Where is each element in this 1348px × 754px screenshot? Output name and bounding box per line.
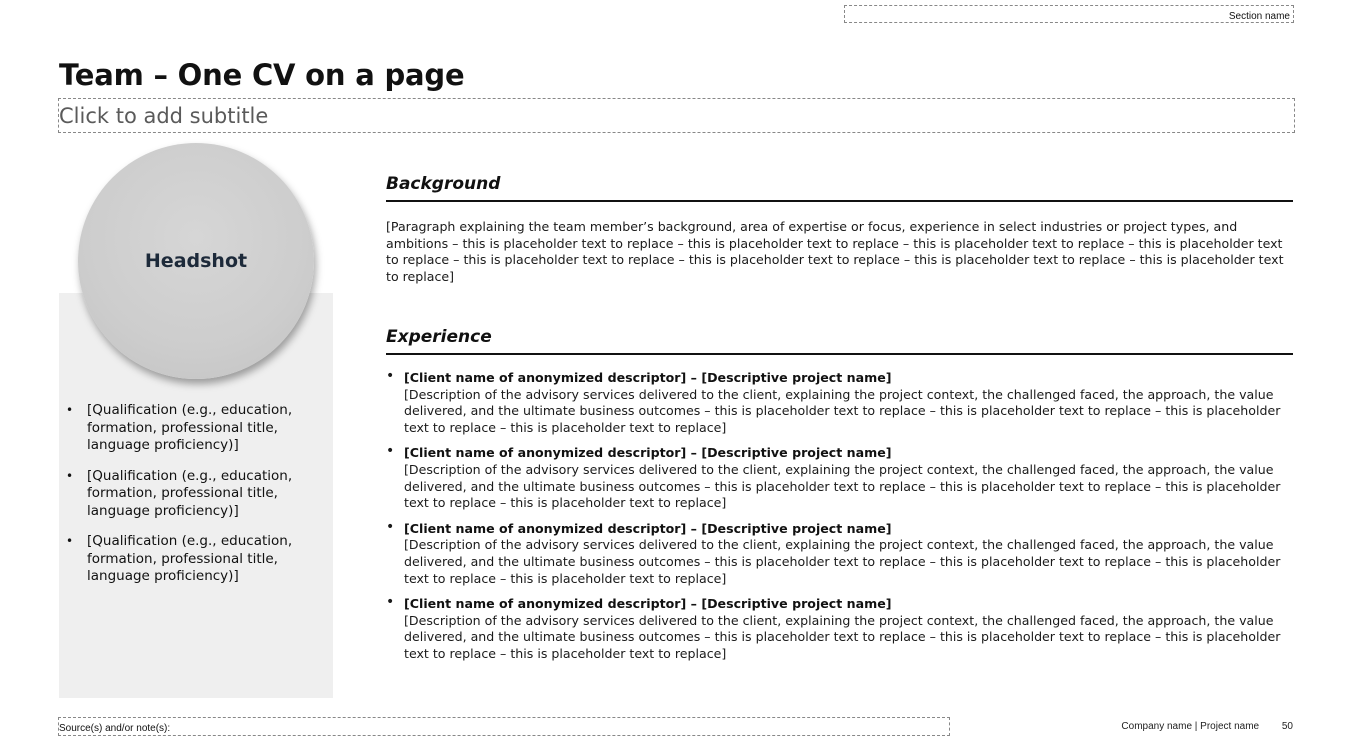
headshot-placeholder[interactable] xyxy=(78,143,314,379)
footer-company-project: Company name | Project name xyxy=(1121,721,1260,732)
qualification-item xyxy=(66,533,328,586)
bullet-icon: • xyxy=(386,594,395,611)
background-paragraph: [Paragraph explaining the team member’s background, area of expertise or focus, experience in select industries or project types, and ambitions – this is placeholder text to replace – this is placeholder text to replace – this is placeholder text to replace – this is placeholder text to replace – this is placeholder text to replace – this is placeholder text to replace – this is placeholder text to replace – this is placeholder text to replace] xyxy=(386,219,1284,284)
bullet-icon: • xyxy=(66,403,74,417)
experience-item xyxy=(386,518,1291,587)
bullet-icon: • xyxy=(386,443,395,460)
project-description: [Description of the advisory services delivered to the client, explaining the project context, the challenged faced, the approach, the value delivered, and the ultimate business outcomes – this is placeholder text to replace – this is placeholder text to replace – this is placeholder text to replace – this is placeholder text to replace] xyxy=(404,386,1281,435)
project-description: [Description of the advisory services delivered to the client, explaining the project context, the challenged faced, the approach, the value delivered, and the ultimate business outcomes – this is placeholder text to replace – this is placeholder text to replace – this is placeholder text to replace – this is placeholder text to replace] xyxy=(404,537,1281,586)
project-name: [Client name of anonymized descriptor] – [Descriptive project name] xyxy=(404,445,892,461)
project-description: [Description of the advisory services delivered to the client, explaining the project context, the challenged faced, the approach, the value delivered, and the ultimate business outcomes – this is placeholder text to replace – this is placeholder text to replace – this is placeholder text to replace – this is placeholder text to replace] xyxy=(404,612,1281,661)
subtitle-placeholder[interactable]: Click to add subtitle xyxy=(58,98,1295,133)
experience-list xyxy=(386,370,1291,672)
qualification-text: [Qualification (e.g., education, formation, professional title, language proficiency)] xyxy=(87,467,293,519)
page-number: 50 xyxy=(1281,721,1293,732)
qualification-item xyxy=(66,402,328,455)
source-note-box[interactable] xyxy=(58,717,950,736)
project-name: [Client name of anonymized descriptor] – [Descriptive project name] xyxy=(404,370,892,385)
experience-item xyxy=(386,445,1291,511)
page-title[interactable]: Team – One CV on a page xyxy=(59,58,465,92)
qualification-item xyxy=(66,468,328,521)
footer xyxy=(1121,721,1293,732)
project-name: [Client name of anonymized descriptor] – [Descriptive project name] xyxy=(404,520,892,536)
project-name: [Client name of anonymized descriptor] – [Descriptive project name] xyxy=(404,596,892,612)
experience-item xyxy=(386,596,1291,662)
bullet-icon: • xyxy=(386,368,395,384)
bullet-icon: • xyxy=(66,468,74,483)
project-description: [Description of the advisory services delivered to the client, explaining the project context, the challenged faced, the approach, the value delivered, and the ultimate business outcomes – this is placeholder text to replace – this is placeholder text to replace – this is placeholder text to replace – this is placeholder text to replace] xyxy=(404,461,1281,511)
experience-heading: Experience xyxy=(386,327,1293,355)
background-heading: Background xyxy=(386,174,1293,202)
section-name-box[interactable] xyxy=(844,5,1294,23)
headshot-label: Headshot xyxy=(144,250,248,272)
bullet-icon: • xyxy=(66,534,74,548)
bullet-icon: • xyxy=(386,518,395,535)
qualification-text: [Qualification (e.g., education, formation, professional title, language proficiency)] xyxy=(87,533,293,584)
experience-item xyxy=(386,370,1291,436)
qualifications-list xyxy=(66,402,328,599)
section-name: Section name xyxy=(1228,11,1290,22)
source-note: Source(s) and/or note(s): xyxy=(59,723,171,734)
qualification-text: [Qualification (e.g., education, formation, professional title, language proficiency)] xyxy=(87,402,293,453)
